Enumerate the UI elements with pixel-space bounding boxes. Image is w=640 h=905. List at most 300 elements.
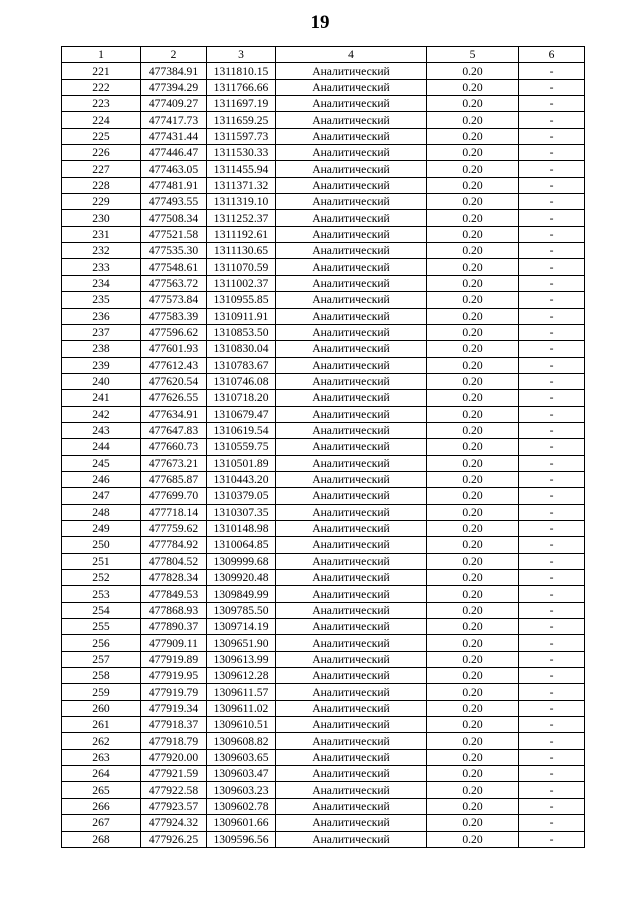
y-coordinate-cell: 1309714.19	[207, 619, 276, 635]
x-coordinate-cell: 477922.58	[141, 782, 207, 798]
y-coordinate-cell: 1309612.28	[207, 668, 276, 684]
point-number-cell: 240	[62, 373, 141, 389]
table-row	[62, 243, 585, 259]
note-cell: -	[519, 455, 585, 471]
y-coordinate-cell: 1311659.25	[207, 112, 276, 128]
point-number-cell: 243	[62, 422, 141, 438]
table-row	[62, 112, 585, 128]
table-row	[62, 815, 585, 831]
point-number-cell: 260	[62, 700, 141, 716]
note-cell: -	[519, 177, 585, 193]
x-coordinate-cell: 477926.25	[141, 831, 207, 847]
note-cell: -	[519, 668, 585, 684]
x-coordinate-cell: 477521.58	[141, 226, 207, 242]
accuracy-cell: 0.20	[427, 308, 519, 324]
x-coordinate-cell: 477849.53	[141, 586, 207, 602]
note-cell: -	[519, 504, 585, 520]
y-coordinate-cell: 1310307.35	[207, 504, 276, 520]
table-row	[62, 684, 585, 700]
table-row	[62, 798, 585, 814]
y-coordinate-cell: 1311455.94	[207, 161, 276, 177]
x-coordinate-cell: 477508.34	[141, 210, 207, 226]
method-cell: Аналитический	[276, 161, 427, 177]
table-row	[62, 668, 585, 684]
method-cell: Аналитический	[276, 749, 427, 765]
method-cell: Аналитический	[276, 422, 427, 438]
y-coordinate-cell: 1309999.68	[207, 553, 276, 569]
note-cell: -	[519, 766, 585, 782]
y-coordinate-cell: 1311530.33	[207, 145, 276, 161]
method-cell: Аналитический	[276, 341, 427, 357]
note-cell: -	[519, 145, 585, 161]
method-cell: Аналитический	[276, 831, 427, 847]
accuracy-cell: 0.20	[427, 749, 519, 765]
table-row	[62, 341, 585, 357]
point-number-cell: 229	[62, 194, 141, 210]
column-header: 4	[276, 47, 427, 63]
table-row	[62, 766, 585, 782]
point-number-cell: 248	[62, 504, 141, 520]
method-cell: Аналитический	[276, 651, 427, 667]
method-cell: Аналитический	[276, 668, 427, 684]
point-number-cell: 268	[62, 831, 141, 847]
note-cell: -	[519, 275, 585, 291]
point-number-cell: 225	[62, 128, 141, 144]
y-coordinate-cell: 1310443.20	[207, 471, 276, 487]
accuracy-cell: 0.20	[427, 243, 519, 259]
accuracy-cell: 0.20	[427, 145, 519, 161]
column-header: 2	[141, 47, 207, 63]
accuracy-cell: 0.20	[427, 422, 519, 438]
accuracy-cell: 0.20	[427, 128, 519, 144]
y-coordinate-cell: 1310064.85	[207, 537, 276, 553]
accuracy-cell: 0.20	[427, 635, 519, 651]
y-coordinate-cell: 1311371.32	[207, 177, 276, 193]
x-coordinate-cell: 477660.73	[141, 439, 207, 455]
point-number-cell: 239	[62, 357, 141, 373]
y-coordinate-cell: 1310148.98	[207, 520, 276, 536]
x-coordinate-cell: 477919.95	[141, 668, 207, 684]
point-number-cell: 263	[62, 749, 141, 765]
table-row	[62, 390, 585, 406]
table-row	[62, 422, 585, 438]
table-row	[62, 537, 585, 553]
method-cell: Аналитический	[276, 145, 427, 161]
y-coordinate-cell: 1310911.91	[207, 308, 276, 324]
table-row	[62, 619, 585, 635]
method-cell: Аналитический	[276, 504, 427, 520]
method-cell: Аналитический	[276, 684, 427, 700]
method-cell: Аналитический	[276, 570, 427, 586]
accuracy-cell: 0.20	[427, 210, 519, 226]
y-coordinate-cell: 1311130.65	[207, 243, 276, 259]
x-coordinate-cell: 477535.30	[141, 243, 207, 259]
point-number-cell: 227	[62, 161, 141, 177]
method-cell: Аналитический	[276, 373, 427, 389]
note-cell: -	[519, 635, 585, 651]
x-coordinate-cell: 477431.44	[141, 128, 207, 144]
y-coordinate-cell: 1309603.65	[207, 749, 276, 765]
y-coordinate-cell: 1310619.54	[207, 422, 276, 438]
x-coordinate-cell: 477612.43	[141, 357, 207, 373]
table-row	[62, 782, 585, 798]
column-header: 6	[519, 47, 585, 63]
point-number-cell: 256	[62, 635, 141, 651]
accuracy-cell: 0.20	[427, 651, 519, 667]
table-row	[62, 63, 585, 79]
x-coordinate-cell: 477409.27	[141, 96, 207, 112]
table-row	[62, 324, 585, 340]
method-cell: Аналитический	[276, 488, 427, 504]
point-number-cell: 267	[62, 815, 141, 831]
accuracy-cell: 0.20	[427, 341, 519, 357]
accuracy-cell: 0.20	[427, 586, 519, 602]
method-cell: Аналитический	[276, 324, 427, 340]
method-cell: Аналитический	[276, 194, 427, 210]
y-coordinate-cell: 1311597.73	[207, 128, 276, 144]
point-number-cell: 231	[62, 226, 141, 242]
accuracy-cell: 0.20	[427, 177, 519, 193]
accuracy-cell: 0.20	[427, 488, 519, 504]
note-cell: -	[519, 324, 585, 340]
x-coordinate-cell: 477563.72	[141, 275, 207, 291]
table-header-row	[62, 47, 585, 63]
x-coordinate-cell: 477446.47	[141, 145, 207, 161]
method-cell: Аналитический	[276, 292, 427, 308]
method-cell: Аналитический	[276, 63, 427, 79]
point-number-cell: 249	[62, 520, 141, 536]
table-row	[62, 161, 585, 177]
y-coordinate-cell: 1309920.48	[207, 570, 276, 586]
method-cell: Аналитический	[276, 308, 427, 324]
note-cell: -	[519, 537, 585, 553]
x-coordinate-cell: 477868.93	[141, 602, 207, 618]
y-coordinate-cell: 1309603.47	[207, 766, 276, 782]
accuracy-cell: 0.20	[427, 520, 519, 536]
method-cell: Аналитический	[276, 439, 427, 455]
note-cell: -	[519, 259, 585, 275]
accuracy-cell: 0.20	[427, 112, 519, 128]
accuracy-cell: 0.20	[427, 504, 519, 520]
accuracy-cell: 0.20	[427, 537, 519, 553]
point-number-cell: 252	[62, 570, 141, 586]
note-cell: -	[519, 341, 585, 357]
accuracy-cell: 0.20	[427, 700, 519, 716]
y-coordinate-cell: 1310830.04	[207, 341, 276, 357]
accuracy-cell: 0.20	[427, 455, 519, 471]
method-cell: Аналитический	[276, 390, 427, 406]
note-cell: -	[519, 684, 585, 700]
table-row	[62, 145, 585, 161]
y-coordinate-cell: 1310379.05	[207, 488, 276, 504]
method-cell: Аналитический	[276, 455, 427, 471]
method-cell: Аналитический	[276, 520, 427, 536]
method-cell: Аналитический	[276, 815, 427, 831]
point-number-cell: 233	[62, 259, 141, 275]
y-coordinate-cell: 1310746.08	[207, 373, 276, 389]
table-row	[62, 357, 585, 373]
note-cell: -	[519, 96, 585, 112]
accuracy-cell: 0.20	[427, 553, 519, 569]
note-cell: -	[519, 439, 585, 455]
point-number-cell: 262	[62, 733, 141, 749]
x-coordinate-cell: 477918.79	[141, 733, 207, 749]
accuracy-cell: 0.20	[427, 275, 519, 291]
point-number-cell: 226	[62, 145, 141, 161]
table-row	[62, 602, 585, 618]
x-coordinate-cell: 477384.91	[141, 63, 207, 79]
table-row	[62, 586, 585, 602]
table-row	[62, 831, 585, 847]
note-cell: -	[519, 128, 585, 144]
x-coordinate-cell: 477919.34	[141, 700, 207, 716]
table-body	[62, 63, 585, 848]
accuracy-cell: 0.20	[427, 815, 519, 831]
y-coordinate-cell: 1309849.99	[207, 586, 276, 602]
y-coordinate-cell: 1311002.37	[207, 275, 276, 291]
accuracy-cell: 0.20	[427, 831, 519, 847]
note-cell: -	[519, 471, 585, 487]
x-coordinate-cell: 477673.21	[141, 455, 207, 471]
y-coordinate-cell: 1309610.51	[207, 717, 276, 733]
table-row	[62, 259, 585, 275]
accuracy-cell: 0.20	[427, 96, 519, 112]
accuracy-cell: 0.20	[427, 226, 519, 242]
y-coordinate-cell: 1310955.85	[207, 292, 276, 308]
accuracy-cell: 0.20	[427, 439, 519, 455]
x-coordinate-cell: 477601.93	[141, 341, 207, 357]
table-row	[62, 488, 585, 504]
point-number-cell: 238	[62, 341, 141, 357]
y-coordinate-cell: 1311070.59	[207, 259, 276, 275]
table-row	[62, 308, 585, 324]
x-coordinate-cell: 477759.62	[141, 520, 207, 536]
note-cell: -	[519, 586, 585, 602]
x-coordinate-cell: 477909.11	[141, 635, 207, 651]
method-cell: Аналитический	[276, 733, 427, 749]
y-coordinate-cell: 1311192.61	[207, 226, 276, 242]
table-row	[62, 651, 585, 667]
y-coordinate-cell: 1309596.56	[207, 831, 276, 847]
note-cell: -	[519, 717, 585, 733]
point-number-cell: 221	[62, 63, 141, 79]
point-number-cell: 245	[62, 455, 141, 471]
point-number-cell: 246	[62, 471, 141, 487]
accuracy-cell: 0.20	[427, 406, 519, 422]
x-coordinate-cell: 477481.91	[141, 177, 207, 193]
method-cell: Аналитический	[276, 586, 427, 602]
accuracy-cell: 0.20	[427, 79, 519, 95]
note-cell: -	[519, 831, 585, 847]
table-row	[62, 79, 585, 95]
y-coordinate-cell: 1311810.15	[207, 63, 276, 79]
method-cell: Аналитический	[276, 210, 427, 226]
y-coordinate-cell: 1311697.19	[207, 96, 276, 112]
point-number-cell: 232	[62, 243, 141, 259]
table-row	[62, 373, 585, 389]
table-row	[62, 749, 585, 765]
method-cell: Аналитический	[276, 79, 427, 95]
point-number-cell: 247	[62, 488, 141, 504]
note-cell: -	[519, 112, 585, 128]
accuracy-cell: 0.20	[427, 668, 519, 684]
point-number-cell: 224	[62, 112, 141, 128]
x-coordinate-cell: 477394.29	[141, 79, 207, 95]
point-number-cell: 236	[62, 308, 141, 324]
note-cell: -	[519, 373, 585, 389]
table-row	[62, 128, 585, 144]
note-cell: -	[519, 602, 585, 618]
y-coordinate-cell: 1310679.47	[207, 406, 276, 422]
method-cell: Аналитический	[276, 635, 427, 651]
note-cell: -	[519, 422, 585, 438]
table-row	[62, 471, 585, 487]
x-coordinate-cell: 477784.92	[141, 537, 207, 553]
table-row	[62, 504, 585, 520]
y-coordinate-cell: 1310853.50	[207, 324, 276, 340]
method-cell: Аналитический	[276, 553, 427, 569]
x-coordinate-cell: 477583.39	[141, 308, 207, 324]
y-coordinate-cell: 1309613.99	[207, 651, 276, 667]
note-cell: -	[519, 226, 585, 242]
note-cell: -	[519, 798, 585, 814]
note-cell: -	[519, 553, 585, 569]
accuracy-cell: 0.20	[427, 63, 519, 79]
point-number-cell: 234	[62, 275, 141, 291]
point-number-cell: 257	[62, 651, 141, 667]
accuracy-cell: 0.20	[427, 292, 519, 308]
note-cell: -	[519, 520, 585, 536]
note-cell: -	[519, 815, 585, 831]
point-number-cell: 261	[62, 717, 141, 733]
x-coordinate-cell: 477919.89	[141, 651, 207, 667]
table-row	[62, 292, 585, 308]
y-coordinate-cell: 1311252.37	[207, 210, 276, 226]
note-cell: -	[519, 651, 585, 667]
x-coordinate-cell: 477548.61	[141, 259, 207, 275]
x-coordinate-cell: 477718.14	[141, 504, 207, 520]
y-coordinate-cell: 1309785.50	[207, 602, 276, 618]
y-coordinate-cell: 1310718.20	[207, 390, 276, 406]
y-coordinate-cell: 1311766.66	[207, 79, 276, 95]
x-coordinate-cell: 477923.57	[141, 798, 207, 814]
x-coordinate-cell: 477463.05	[141, 161, 207, 177]
method-cell: Аналитический	[276, 782, 427, 798]
table-row	[62, 700, 585, 716]
point-number-cell: 237	[62, 324, 141, 340]
table-row	[62, 275, 585, 291]
x-coordinate-cell: 477920.00	[141, 749, 207, 765]
x-coordinate-cell: 477918.37	[141, 717, 207, 733]
point-number-cell: 222	[62, 79, 141, 95]
note-cell: -	[519, 700, 585, 716]
accuracy-cell: 0.20	[427, 357, 519, 373]
method-cell: Аналитический	[276, 717, 427, 733]
accuracy-cell: 0.20	[427, 602, 519, 618]
point-number-cell: 258	[62, 668, 141, 684]
note-cell: -	[519, 733, 585, 749]
x-coordinate-cell: 477620.54	[141, 373, 207, 389]
method-cell: Аналитический	[276, 112, 427, 128]
coordinates-table	[61, 46, 585, 848]
y-coordinate-cell: 1309611.02	[207, 700, 276, 716]
table-row	[62, 210, 585, 226]
x-coordinate-cell: 477921.59	[141, 766, 207, 782]
table-row	[62, 406, 585, 422]
point-number-cell: 242	[62, 406, 141, 422]
x-coordinate-cell: 477804.52	[141, 553, 207, 569]
method-cell: Аналитический	[276, 619, 427, 635]
table-row	[62, 570, 585, 586]
accuracy-cell: 0.20	[427, 798, 519, 814]
x-coordinate-cell: 477493.55	[141, 194, 207, 210]
x-coordinate-cell: 477417.73	[141, 112, 207, 128]
accuracy-cell: 0.20	[427, 324, 519, 340]
table-row	[62, 455, 585, 471]
method-cell: Аналитический	[276, 275, 427, 291]
point-number-cell: 259	[62, 684, 141, 700]
note-cell: -	[519, 292, 585, 308]
y-coordinate-cell: 1309651.90	[207, 635, 276, 651]
x-coordinate-cell: 477699.70	[141, 488, 207, 504]
method-cell: Аналитический	[276, 96, 427, 112]
method-cell: Аналитический	[276, 537, 427, 553]
table-row	[62, 439, 585, 455]
note-cell: -	[519, 243, 585, 259]
point-number-cell: 235	[62, 292, 141, 308]
method-cell: Аналитический	[276, 259, 427, 275]
accuracy-cell: 0.20	[427, 733, 519, 749]
table-row	[62, 717, 585, 733]
note-cell: -	[519, 488, 585, 504]
note-cell: -	[519, 390, 585, 406]
column-header: 3	[207, 47, 276, 63]
y-coordinate-cell: 1310783.67	[207, 357, 276, 373]
accuracy-cell: 0.20	[427, 259, 519, 275]
x-coordinate-cell: 477924.32	[141, 815, 207, 831]
y-coordinate-cell: 1309608.82	[207, 733, 276, 749]
x-coordinate-cell: 477573.84	[141, 292, 207, 308]
method-cell: Аналитический	[276, 798, 427, 814]
column-header: 1	[62, 47, 141, 63]
x-coordinate-cell: 477828.34	[141, 570, 207, 586]
method-cell: Аналитический	[276, 406, 427, 422]
note-cell: -	[519, 194, 585, 210]
note-cell: -	[519, 63, 585, 79]
method-cell: Аналитический	[276, 243, 427, 259]
accuracy-cell: 0.20	[427, 782, 519, 798]
point-number-cell: 230	[62, 210, 141, 226]
note-cell: -	[519, 406, 585, 422]
table-row	[62, 96, 585, 112]
accuracy-cell: 0.20	[427, 684, 519, 700]
note-cell: -	[519, 619, 585, 635]
accuracy-cell: 0.20	[427, 570, 519, 586]
y-coordinate-cell: 1311319.10	[207, 194, 276, 210]
x-coordinate-cell: 477634.91	[141, 406, 207, 422]
method-cell: Аналитический	[276, 357, 427, 373]
table-row	[62, 733, 585, 749]
column-header: 5	[427, 47, 519, 63]
note-cell: -	[519, 749, 585, 765]
table-row	[62, 226, 585, 242]
accuracy-cell: 0.20	[427, 373, 519, 389]
note-cell: -	[519, 570, 585, 586]
x-coordinate-cell: 477685.87	[141, 471, 207, 487]
page-number: 19	[310, 12, 330, 33]
accuracy-cell: 0.20	[427, 471, 519, 487]
method-cell: Аналитический	[276, 700, 427, 716]
